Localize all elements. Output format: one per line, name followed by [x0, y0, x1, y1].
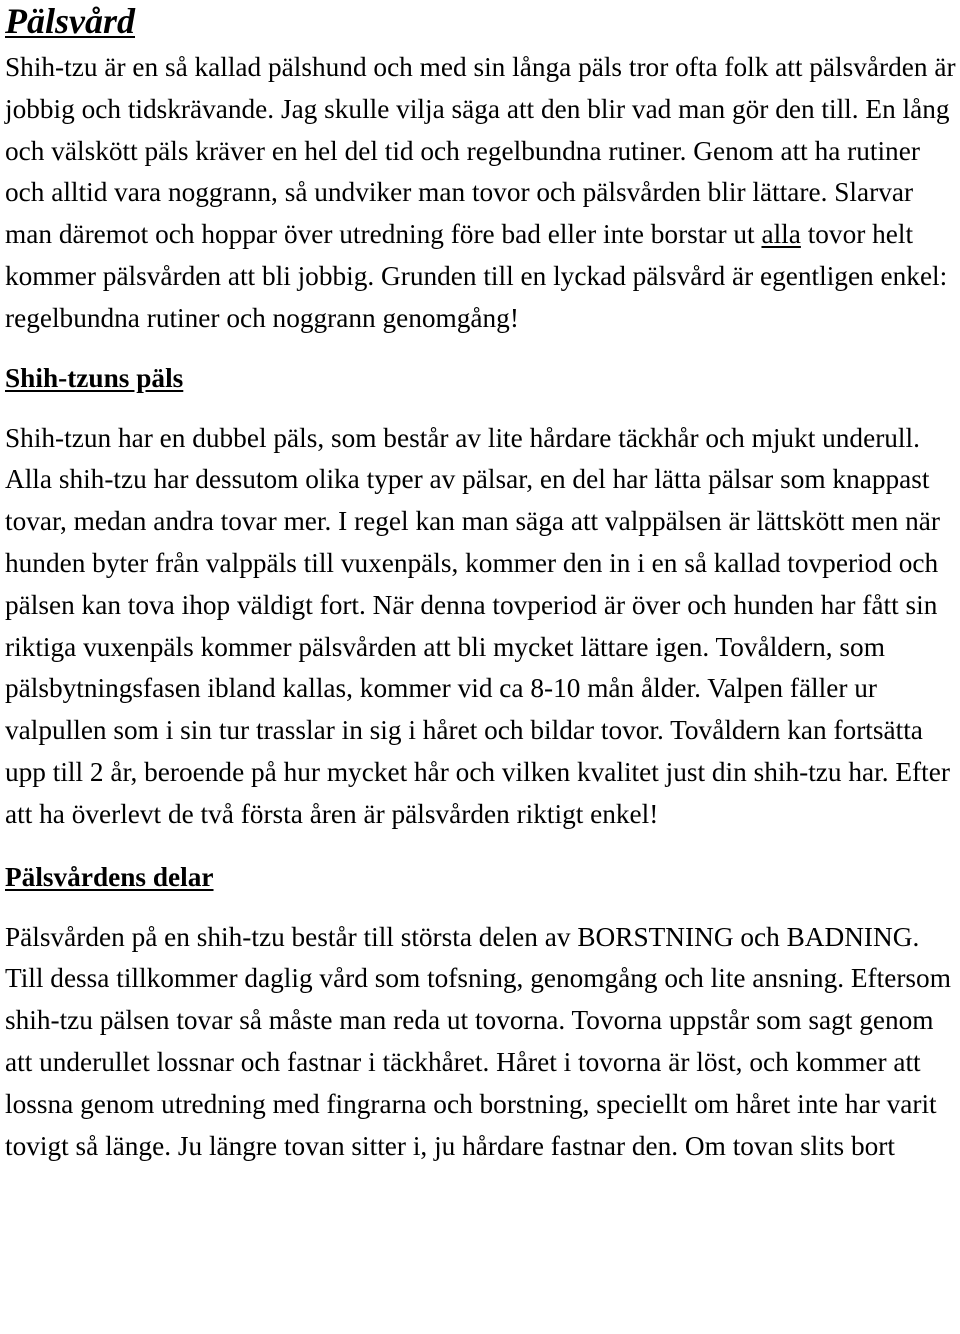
section-heading-palsvardens-delar: Pälsvårdens delar — [5, 861, 214, 892]
intro-text-part2: tovor helt kommer pälsvården att bli jobbig. Grunden till en lyckad pälsvård är egentligen enkel: regelbundna rutiner och noggrann genomgång! — [5, 219, 948, 333]
section-heading-shih-tzuns-pals: Shih-tzuns päls — [5, 362, 184, 393]
intro-paragraph — [5, 47, 957, 340]
intro-text-part1: Shih-tzu är en så kallad pälshund och med sin långa päls tror ofta folk att pälsvården är jobbig och tidskrävande. Jag skulle vilja säga att den blir vad man gör den till. En lång och välskött päls kräver en hel del tid och regelbundna rutiner. Genom att ha rutiner och alltid vara noggrann, så undviker man tovor och pälsvården blir lättare. Slarvar man däremot och hoppar över utredning före bad eller inte borstar ut — [5, 52, 956, 250]
section-paragraph-shih-tzuns-pals: Shih-tzun har en dubbel päls, som består av lite hårdare täckhår och mjukt underull. Alla shih-tzu har dessutom olika typer av pälsar, en del har lätta pälsar som knappast tovar, medan andra tovar mer. I regel kan man säga att valppälsen är lättskött men när hunden byter från valppäls till vuxenpäls, kommer den in i en så kallad tovperiod och pälsen kan tova ihop väldigt fort. När denna tovperiod är över och hunden har fått sin riktiga vuxenpäls kommer pälsvården att bli mycket lättare igen. Tovåldern, som pälsbytningsfasen ibland kallas, kommer vid ca 8-10 mån ålder. Valpen fäller ur valpullen som i sin tur trasslar in sig i håret och bildar tovor. Tovåldern kan fortsätta upp till 2 år, beroende på hur mycket hår och vilken kvalitet just din shih-tzu har. Efter att ha överlevt de två första åren är pälsvården riktigt enkel! — [5, 422, 950, 829]
section-paragraph-palsvardens-delar: Pälsvården på en shih-tzu består till största delen av BORSTNING och BADNING. Till dessa tillkommer daglig vård som tofsning, genomgång och lite ansning. Eftersom shih-tzu pälsen tovar så måste man reda ut tovorna. Tovorna uppstår som sagt genom att underullet lossnar och fastnar i täckhåret. Håret i tovorna är löst, och kommer att lossna genom utredning med fingrarna och borstning, speciellt om håret inte har varit tovigt så länge. Ju längre tovan sitter i, ju hårdare fastnar den. Om tovan slits bort — [5, 921, 951, 1161]
intro-emphasis-underlined: alla — [761, 219, 801, 250]
document-page — [5, 0, 957, 1167]
page-title: Pälsvård — [5, 1, 135, 41]
